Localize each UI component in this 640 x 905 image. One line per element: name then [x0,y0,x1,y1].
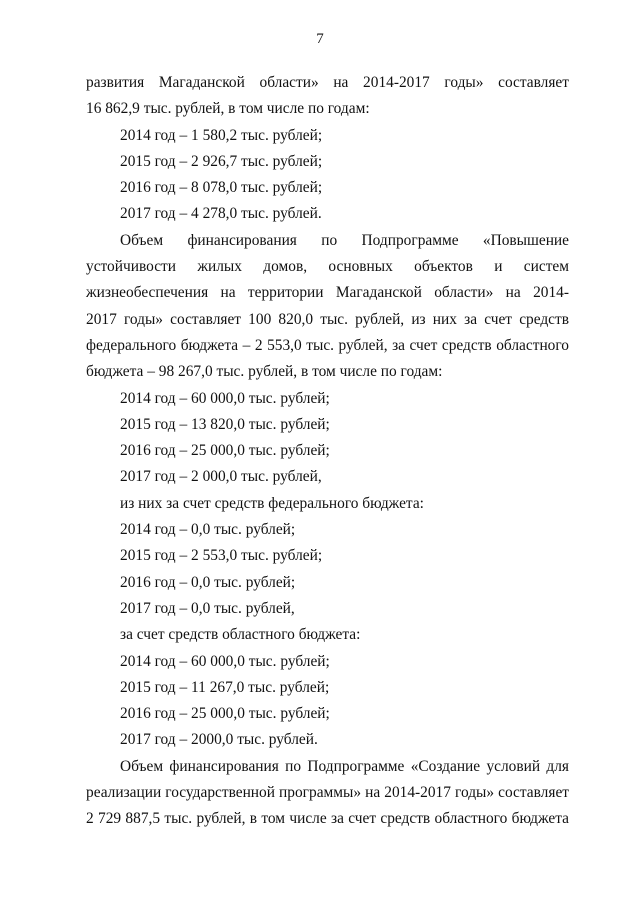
text-line: 2017 год – 0,0 тыс. рублей, [120,599,295,617]
text-line: федерального бюджета – 2 553,0 тыс. рублей, за счет средств областного [86,336,569,354]
text-line: 2014 год – 60 000,0 тыс. рублей; [120,389,330,407]
text-line: жизнеобеспечения на территории Магаданской области» на 2014- [86,284,569,302]
text-line: 2015 год – 2 553,0 тыс. рублей; [120,547,323,565]
text-line: 2016 год – 0,0 тыс. рублей; [120,573,296,591]
text-line: из них за счет средств федерального бюджета: [120,494,424,512]
text-line: устойчивости жилых домов, основных объектов и систем [86,258,569,276]
text-line: 2 729 887,5 тыс. рублей, в том числе за счет средств областного бюджета [86,810,569,828]
text-line: 2016 год – 8 078,0 тыс. рублей; [120,179,323,197]
text-line: 2015 год – 13 820,0 тыс. рублей; [120,415,330,433]
text-line: 2015 год – 11 267,0 тыс. рублей; [120,678,330,696]
text-line: 2016 год – 25 000,0 тыс. рублей; [120,442,330,460]
text-line: 2015 год – 2 926,7 тыс. рублей; [120,152,323,170]
text-line: 16 862,9 тыс. рублей, в том числе по годам: [86,100,370,118]
text-line: 2017 годы» составляет 100 820,0 тыс. рублей, из них за счет средств [86,310,569,328]
text-line: 2014 год – 1 580,2 тыс. рублей; [120,126,323,144]
text-line: Объем финансирования по Подпрограмме «Создание условий для [120,757,569,775]
text-line: за счет средств областного бюджета: [120,626,361,644]
text-line: 2016 год – 25 000,0 тыс. рублей; [120,705,330,723]
text-line: развития Магаданской области» на 2014-2017 годы» составляет [86,74,569,91]
text-line: бюджета – 98 267,0 тыс. рублей, в том числе по годам: [86,363,443,381]
text-line: Объем финансирования по Подпрограмме «Повышение [120,231,569,249]
text-line: 2014 год – 0,0 тыс. рублей; [120,521,296,539]
document-body [86,70,569,833]
text-line: 2017 год – 2000,0 тыс. рублей. [120,731,318,749]
page-number: 7 [316,31,324,47]
text-line: реализации государственной программы» на 2014-2017 годы» составляет [86,784,569,802]
text-line: 2017 год – 4 278,0 тыс. рублей. [120,205,322,223]
text-line: 2017 год – 2 000,0 тыс. рублей, [120,468,322,486]
text-line: 2014 год – 60 000,0 тыс. рублей; [120,652,330,670]
